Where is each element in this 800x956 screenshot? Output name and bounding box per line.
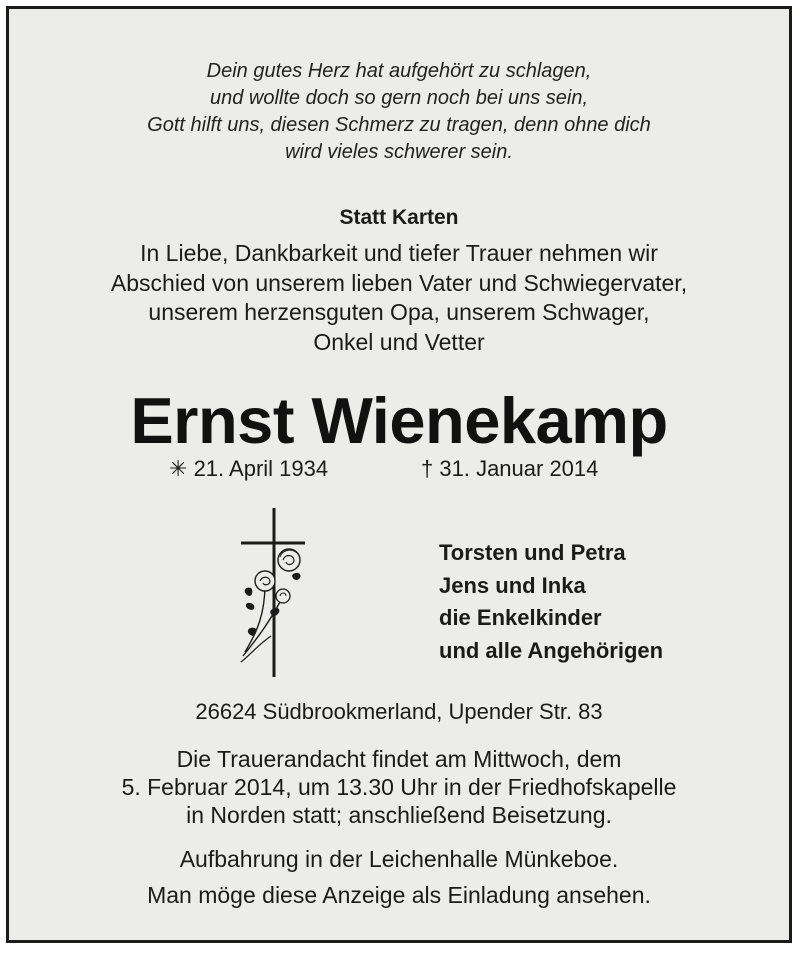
statt-karten-heading: Statt Karten — [339, 206, 459, 229]
verse-line: Gott hilft uns, diesen Schmerz zu tragen, denn ohne dich — [147, 114, 651, 136]
death-date-line — [421, 455, 598, 483]
memorial-verse — [9, 58, 789, 166]
mourner-entry: Torsten und Petra — [439, 540, 626, 565]
birth-date-line — [169, 455, 328, 483]
mourner-entry: die Enkelkinder — [439, 605, 602, 630]
announcement-line: Abschied von unserem lieben Vater und Schwiegervater, — [110, 269, 688, 296]
service-details — [9, 745, 789, 829]
invitation-note: Man möge diese Anzeige als Einladung ansehen. — [147, 882, 651, 908]
announcement-text — [9, 239, 789, 357]
viewing-info: Aufbahrung in der Leichenhalle Münkeboe. — [179, 846, 619, 872]
deceased-name: Ernst Wienekamp — [130, 384, 668, 457]
service-line: in Norden statt; anschließend Beisetzung. — [186, 802, 612, 828]
dagger-death-icon: † — [421, 456, 434, 481]
announcement-line: Onkel und Vetter — [313, 328, 485, 355]
announcement-line: unserem herzensguten Opa, unserem Schwager, — [148, 299, 650, 325]
verse-line: und wollte doch so gern noch bei uns sein, — [209, 87, 589, 109]
mourner-entry: und alle Angehörigen — [439, 637, 664, 663]
cross-with-roses-icon — [231, 504, 321, 679]
family-address: 26624 Südbrookmerland, Upender Str. 83 — [195, 699, 603, 724]
asterisk-birth-icon: ✳ — [169, 456, 188, 481]
death-date: 31. Januar 2014 — [439, 456, 599, 481]
birth-date: 21. April 1934 — [193, 456, 329, 481]
verse-line: wird vieles schwerer sein. — [285, 141, 513, 163]
mourners-list — [439, 537, 663, 667]
verse-line: Dein gutes Herz hat aufgehört zu schlagen, — [206, 60, 592, 82]
announcement-line: In Liebe, Dankbarkeit und tiefer Trauer nehmen wir — [140, 240, 658, 266]
service-line: 5. Februar 2014, um 13.30 Uhr in der Friedhofskapelle — [121, 774, 677, 800]
service-line: Die Trauerandacht findet am Mittwoch, dem — [176, 746, 622, 772]
obituary-notice — [6, 6, 792, 943]
mourner-entry: Jens und Inka — [439, 572, 586, 598]
